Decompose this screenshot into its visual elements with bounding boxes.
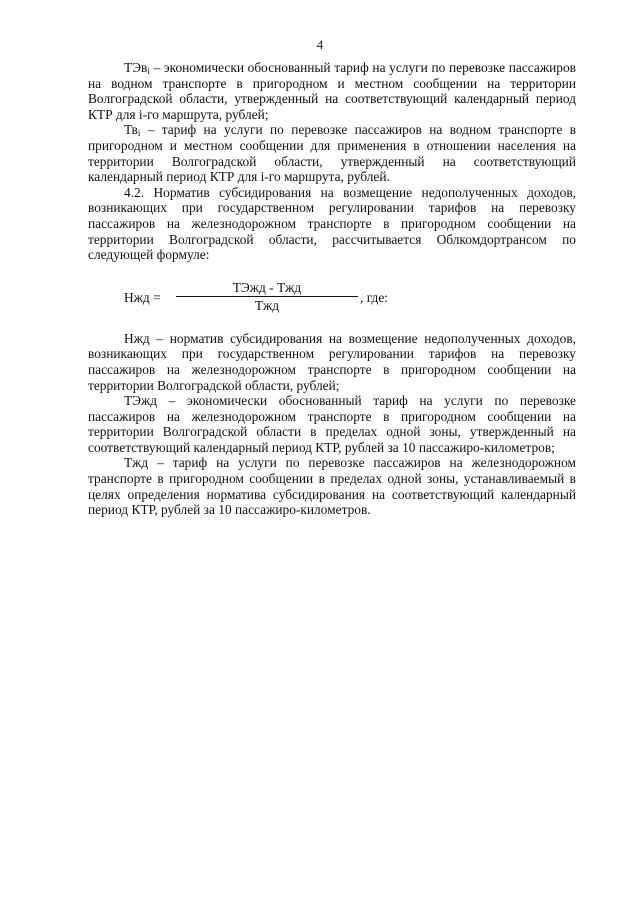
term-tev: ТЭв [124, 60, 148, 75]
term-tv-subscript: i [137, 128, 141, 139]
definition-text: Тжд – тариф на услуги по перевозке пассажиров на железнодорожном транспорте в пригородном сообщении в пределах одной зоны, устанавливаемый в целях определения норматива субсидирования на соответствующий календарный период КТР, рублей за 10 пассажиро-километров. [88, 455, 576, 518]
formula-denominator: Тжд [254, 298, 280, 314]
definition-text: Нжд – норматив субсидирования на возмещение недополученных доходов, возникающих при государственном регулировании тарифов на перевозку пассажиров на железнодорожном транспорте в пригородном сообщении на территории Волгоградской области, рублей; [88, 330, 576, 393]
paragraph-nzhd-definition [88, 331, 576, 393]
formula-lhs: Нжд = [124, 289, 161, 305]
term-tv: Тв [124, 122, 138, 138]
document-body [88, 60, 576, 518]
definition-text: ТЭжд – экономически обоснованный тариф на услуги по перевозке пассажиров на железнодорожном транспорте в пригородном сообщении на территории Волгоградской области в пределах одной зоны, утвержденный на соответствующий календарный период КТР, рублей за 10 пассажиро-километров; [88, 393, 576, 455]
paragraph-tev-definition [88, 60, 576, 122]
paragraph-tv-definition [88, 122, 576, 184]
page-number: 4 [316, 37, 324, 52]
term-tev-subscript: i [147, 66, 150, 76]
definition-text: – тариф на услуги по перевозке пассажиров на водном транспорте в пригородном и местном сообщении для применения в отношении населения на территории Волгоградской области, утвержденный на соответствующий календарный период КТР для i-го маршрута, рублей. [88, 122, 576, 185]
formula-numerator: ТЭжд - Тжд [176, 280, 358, 298]
paragraph-tezhd-definition [88, 393, 576, 455]
formula-tail: , где: [360, 289, 388, 305]
formula-fraction [176, 280, 358, 314]
paragraph-section-4-2 [88, 185, 576, 263]
definition-text: – экономически обоснованный тариф на услуги по перевозке пассажиров на водном транспорте в пригородном и местном сообщении на территории Волгоградской области, утвержденный на соответствующий календарный период КТР для i-го маршрута, рублей; [88, 60, 576, 122]
paragraph-tzhd-definition [88, 455, 576, 517]
section-text: 4.2. Норматив субсидирования на возмещение недополученных доходов, возникающих при государственном регулировании тарифов на перевозку пассажиров на железнодорожном транспорте в пригородном сообщении на территории Волгоградской области, рассчитывается Облкомдортрансом по следующей формуле: [88, 184, 576, 263]
formula-nzhd [88, 279, 576, 317]
